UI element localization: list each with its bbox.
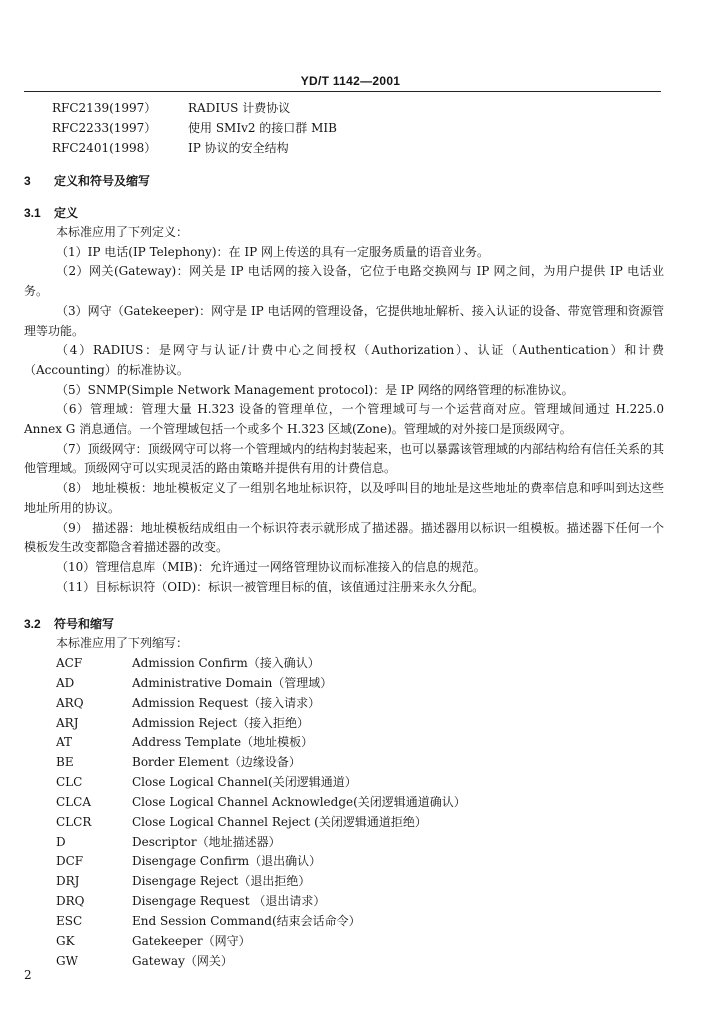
abbreviation-text: Gateway（网关） <box>132 953 233 968</box>
abbreviation-code: CLC <box>56 775 83 790</box>
section-title: 定义和符号及缩写 <box>54 174 151 188</box>
abbreviation-code: CLCR <box>56 814 92 829</box>
abbreviation-code: DRQ <box>56 894 85 909</box>
document-header: YD/T 1142—2001 <box>300 74 401 88</box>
abbreviation-text: Address Template（地址模板） <box>132 735 314 750</box>
abbreviation-code: AT <box>56 735 73 750</box>
abbreviation-code: ARJ <box>56 715 79 730</box>
reference-row <box>52 118 672 138</box>
definition-3: （3）网守（Gatekeeper)：网守是 IP 电话网的管理设备，它提供地址解析、接入认证的设备、带宽管理和资源管理等功能。 <box>24 303 664 338</box>
abbreviation-text: Admission Reject（接入拒绝） <box>132 715 309 730</box>
abbreviation-row <box>56 733 656 753</box>
abbreviation-row <box>56 793 656 813</box>
abbreviation-text: Disengage Confirm（退出确认） <box>132 854 322 869</box>
definition-4: （4）RADIUS：是网守与认证/计费中心之间授权（Authorization）、认证（Authentication）和计费（Accounting）的标准协议。 <box>24 343 664 377</box>
definition-2: （2）网关(Gateway)：网关是 IP 电话网的接入设备，它位于电路交换网与 IP 网之间，为用户提供 IP 电话业务。 <box>24 264 664 299</box>
abbreviation-row <box>56 753 656 773</box>
reference-title: RADIUS 计费协议 <box>188 101 291 115</box>
abbreviation-row <box>56 833 656 853</box>
page-number: 2 <box>24 968 32 982</box>
reference-code: RFC2401(1998） <box>52 141 157 155</box>
abbreviation-list <box>56 654 656 972</box>
reference-title: IP 协议的安全结构 <box>188 141 289 155</box>
section-number: 3.2 <box>24 617 41 631</box>
header-divider <box>24 91 661 92</box>
reference-code: RFC2233(1997） <box>52 121 157 135</box>
abbreviation-code: CLCA <box>56 794 91 809</box>
definition-7: （7）顶级网守：顶级网守可以将一个管理域内的结构封装起来，也可以暴露该管理域的内部结构给有信任关系的其他管理域。顶级网守可以实现灵活的路由策略并提供有用的计费信息。 <box>24 441 664 476</box>
abbreviation-row <box>56 674 656 694</box>
abbreviation-code: GK <box>56 933 75 948</box>
definition-9: （9） 描述器：地址模板结成组由一个标识符表示就形成了描述器。描述器用以标识一组模板。描述器下任何一个模板发生改变都隐含着描述器的改变。 <box>24 520 664 555</box>
abbreviation-row <box>56 892 656 912</box>
abbreviation-text: Administrative Domain（管理域） <box>132 675 333 690</box>
abbreviation-code: ESC <box>56 913 83 928</box>
definition-1: （1）IP 电话(IP Telephony)：在 IP 网上传送的具有一定服务质量的语音业务。 <box>56 244 489 259</box>
abbreviation-text: Disengage Request （退出请求） <box>132 894 326 909</box>
definition-8: （8） 地址模板：地址模板定义了一组别名地址标识符，以及呼叫目的地址是这些地址的费率信息和呼叫到达这些地址所用的协议。 <box>24 481 664 515</box>
definition-5: （5）SNMP(Simple Network Management protocol)：是 IP 网络的网络管理的标准协议。 <box>56 382 574 397</box>
abbreviation-text: Close Logical Channel(关闭逻辑通道） <box>132 775 357 790</box>
abbreviation-code: ARQ <box>56 695 84 710</box>
abbreviation-row <box>56 714 656 734</box>
abbreviation-row <box>56 932 656 952</box>
definition-6: （6）管理域：管理大量 H.323 设备的管理单位，一个管理域可与一个运营商对应。管理域间通过 H.225.0 Annex G 消息通信。一个管理域包括一个或多个 H.323 区域(Zone)。管理域的对外接口是顶级网守。 <box>24 402 664 437</box>
definitions-block <box>24 223 664 597</box>
abbreviation-text: Admission Request（接入请求） <box>132 695 321 710</box>
abbreviation-row <box>56 813 656 833</box>
abbreviation-row <box>56 952 656 972</box>
abbreviation-row <box>56 773 656 793</box>
abbreviation-text: End Session Command(结束会话命令） <box>132 913 361 928</box>
reference-row <box>52 98 672 118</box>
section-3-heading <box>24 172 150 192</box>
abbreviations-intro: 本标准应用了下列缩写： <box>56 636 189 650</box>
abbreviation-row <box>56 912 656 932</box>
abbreviation-text: Close Logical Channel Acknowledge(关闭逻辑通道确认） <box>132 794 466 809</box>
abbreviation-code: GW <box>56 953 78 968</box>
abbreviation-code: AD <box>56 675 75 690</box>
abbreviation-row <box>56 852 656 872</box>
abbreviation-text: Disengage Reject（退出拒绝） <box>132 874 311 889</box>
section-number: 3.1 <box>24 206 41 220</box>
abbreviation-code: DRJ <box>56 874 80 889</box>
abbreviation-text: Gatekeeper（网守） <box>132 933 251 948</box>
reference-row <box>52 138 672 158</box>
section-title: 符号和缩写 <box>54 617 115 631</box>
abbreviation-code: ACF <box>56 656 83 670</box>
section-3-1-heading <box>24 204 78 224</box>
reference-title: 使用 SMIv2 的接口群 MIB <box>188 121 337 135</box>
definition-11: （11）目标标识符（OID)：标识一被管理目标的值，该值通过注册来永久分配。 <box>56 579 485 594</box>
reference-list <box>52 98 672 158</box>
abbreviation-text: Admission Confirm（接入确认） <box>132 656 320 670</box>
section-number: 3 <box>24 174 31 188</box>
section-title: 定义 <box>54 206 79 220</box>
definitions-intro: 本标准应用了下列定义： <box>56 225 189 239</box>
abbreviation-text: Descriptor（地址描述器） <box>132 834 281 849</box>
abbreviation-row <box>56 694 656 714</box>
abbreviation-row <box>56 654 656 674</box>
abbreviation-code: BE <box>56 755 74 770</box>
abbreviation-row <box>56 872 656 892</box>
abbreviation-code: DCF <box>56 854 84 869</box>
definition-10: （10）管理信息库（MIB)：允许通过一网络管理协议而标准接入的信息的规范。 <box>56 559 486 574</box>
abbreviation-code: D <box>56 834 66 849</box>
abbreviation-text: Close Logical Channel Reject (关闭逻辑通道拒绝） <box>132 814 427 829</box>
reference-code: RFC2139(1997） <box>52 101 157 115</box>
abbreviation-text: Border Element（边缘设备） <box>132 755 301 770</box>
section-3-2-heading <box>24 615 114 635</box>
